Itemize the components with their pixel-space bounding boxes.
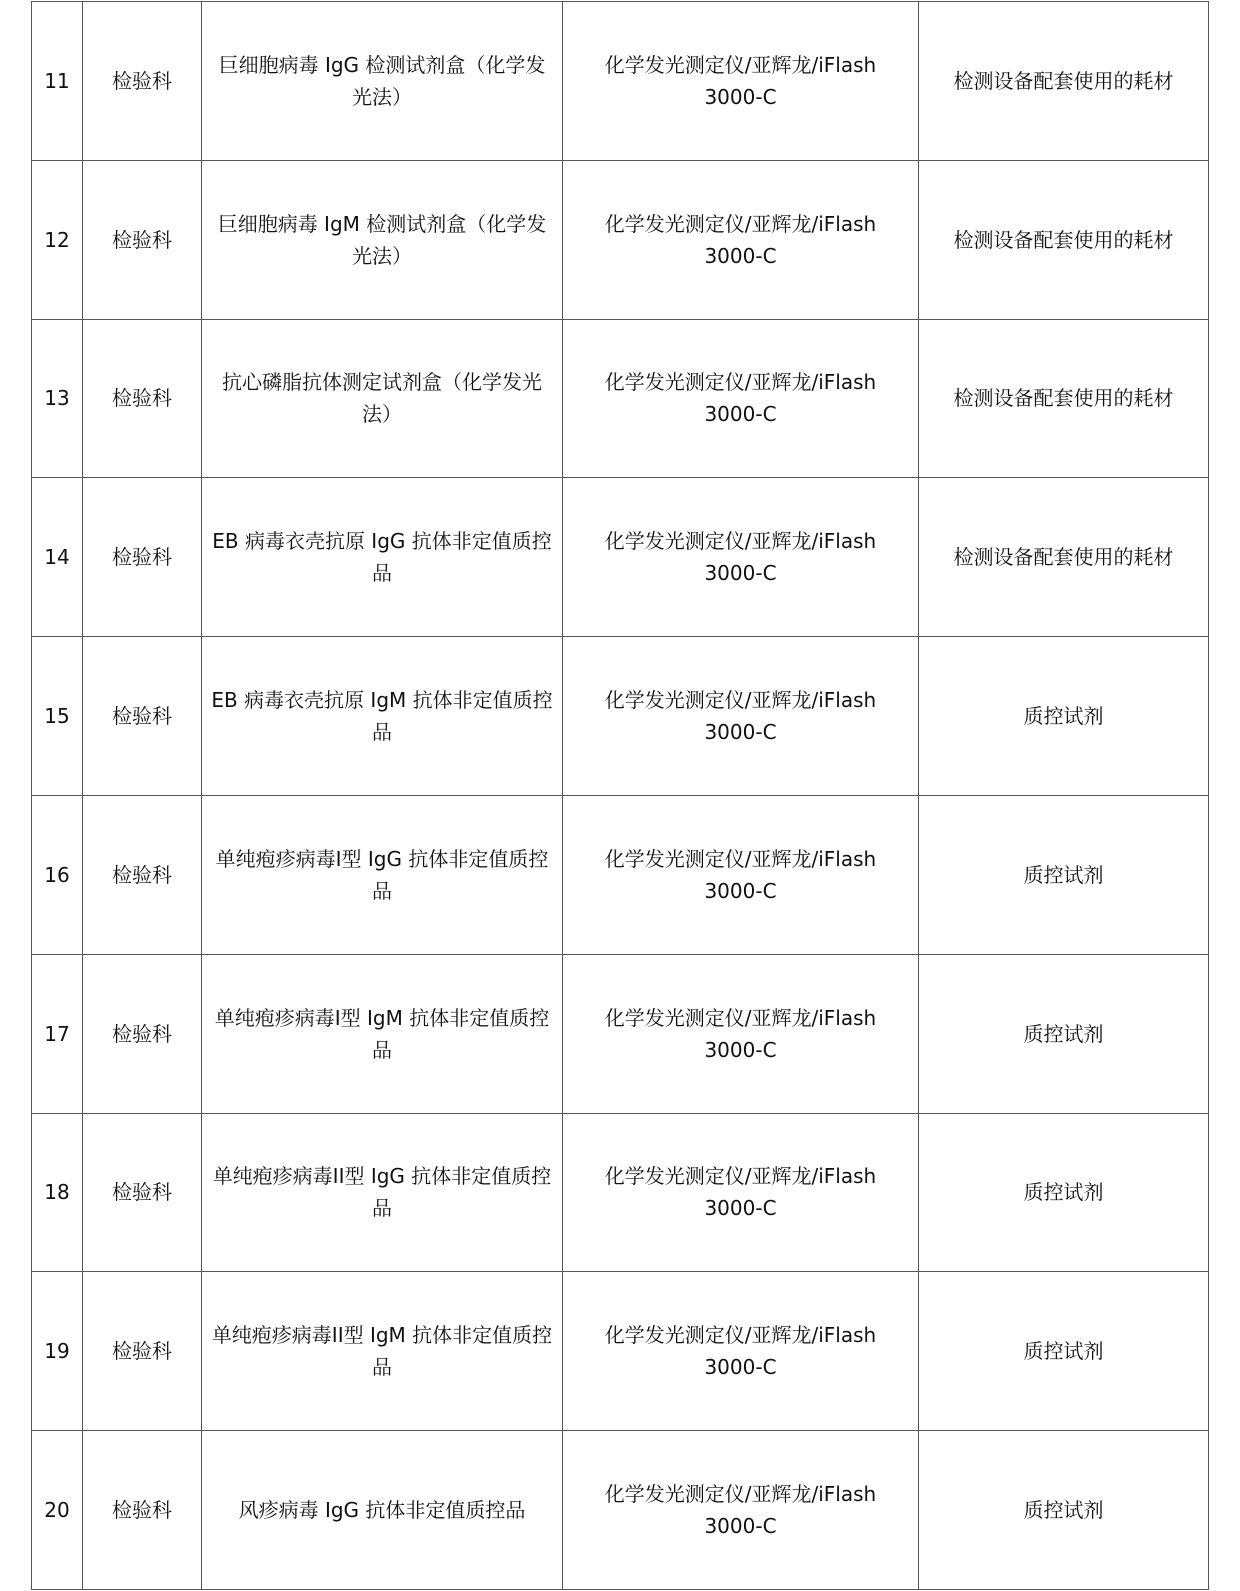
device-cell <box>563 954 919 1113</box>
device-cell <box>563 1272 919 1431</box>
device-cell <box>563 1113 919 1272</box>
row-number: 17 <box>32 954 83 1113</box>
device-cell <box>563 160 919 319</box>
device-model: 化学发光测定仪/亚辉龙/iFlash <box>604 211 877 236</box>
row-number: 14 <box>32 478 83 637</box>
product-name: 巨细胞病毒 IgG 检测试剂盒（化学发光法） <box>202 2 563 161</box>
row-number: 19 <box>32 1272 83 1431</box>
device-cell <box>563 478 919 637</box>
device-cell <box>563 2 919 161</box>
device-model-number: 3000-C <box>704 878 777 903</box>
device-model: 化学发光测定仪/亚辉龙/iFlash <box>604 688 877 713</box>
device-model-number: 3000-C <box>704 402 777 427</box>
reagent-table <box>31 1 1209 1590</box>
department: 检验科 <box>83 2 202 161</box>
department: 检验科 <box>83 319 202 478</box>
row-number: 18 <box>32 1113 83 1272</box>
row-number: 20 <box>32 1431 83 1590</box>
table-row <box>32 160 1209 319</box>
device-model-number: 3000-C <box>704 84 777 109</box>
table-row <box>32 637 1209 796</box>
item-category: 检测设备配套使用的耗材 <box>919 319 1209 478</box>
row-number: 11 <box>32 2 83 161</box>
device-model: 化学发光测定仪/亚辉龙/iFlash <box>604 846 877 871</box>
table-row <box>32 1113 1209 1272</box>
product-name: 单纯疱疹病毒ⅠⅠ型 IgM 抗体非定值质控品 <box>202 1272 563 1431</box>
product-name: 单纯疱疹病毒ⅠⅠ型 IgG 抗体非定值质控品 <box>202 1113 563 1272</box>
item-category: 质控试剂 <box>919 637 1209 796</box>
device-model-number: 3000-C <box>704 720 777 745</box>
row-number: 16 <box>32 795 83 954</box>
table-row <box>32 954 1209 1113</box>
department: 检验科 <box>83 1272 202 1431</box>
department: 检验科 <box>83 795 202 954</box>
device-cell <box>563 795 919 954</box>
row-number: 12 <box>32 160 83 319</box>
device-model: 化学发光测定仪/亚辉龙/iFlash <box>604 1323 877 1348</box>
department: 检验科 <box>83 637 202 796</box>
product-name: EB 病毒衣壳抗原 IgG 抗体非定值质控品 <box>202 478 563 637</box>
product-name: 单纯疱疹病毒Ⅰ型 IgM 抗体非定值质控品 <box>202 954 563 1113</box>
device-model-number: 3000-C <box>704 1196 777 1221</box>
device-model: 化学发光测定仪/亚辉龙/iFlash <box>604 52 877 77</box>
item-category: 质控试剂 <box>919 954 1209 1113</box>
department: 检验科 <box>83 1431 202 1590</box>
table-row <box>32 2 1209 161</box>
device-cell <box>563 319 919 478</box>
item-category: 质控试剂 <box>919 1113 1209 1272</box>
device-model: 化学发光测定仪/亚辉龙/iFlash <box>604 1005 877 1030</box>
table-row <box>32 319 1209 478</box>
item-category: 质控试剂 <box>919 1272 1209 1431</box>
department: 检验科 <box>83 954 202 1113</box>
item-category: 检测设备配套使用的耗材 <box>919 2 1209 161</box>
department: 检验科 <box>83 160 202 319</box>
table-row <box>32 795 1209 954</box>
product-name: 抗心磷脂抗体测定试剂盒（化学发光法） <box>202 319 563 478</box>
device-model-number: 3000-C <box>704 1037 777 1062</box>
product-name: 巨细胞病毒 IgM 检测试剂盒（化学发光法） <box>202 160 563 319</box>
item-category: 检测设备配套使用的耗材 <box>919 160 1209 319</box>
device-model-number: 3000-C <box>704 243 777 268</box>
row-number: 13 <box>32 319 83 478</box>
device-model: 化学发光测定仪/亚辉龙/iFlash <box>604 529 877 554</box>
device-model: 化学发光测定仪/亚辉龙/iFlash <box>604 1482 877 1507</box>
item-category: 检测设备配套使用的耗材 <box>919 478 1209 637</box>
product-name: 风疹病毒 IgG 抗体非定值质控品 <box>202 1431 563 1590</box>
table-row <box>32 478 1209 637</box>
product-name: EB 病毒衣壳抗原 IgM 抗体非定值质控品 <box>202 637 563 796</box>
department: 检验科 <box>83 478 202 637</box>
device-model: 化学发光测定仪/亚辉龙/iFlash <box>604 370 877 395</box>
item-category: 质控试剂 <box>919 795 1209 954</box>
table-row <box>32 1272 1209 1431</box>
device-model: 化学发光测定仪/亚辉龙/iFlash <box>604 1164 877 1189</box>
device-model-number: 3000-C <box>704 1355 777 1380</box>
item-category: 质控试剂 <box>919 1431 1209 1590</box>
device-model-number: 3000-C <box>704 561 777 586</box>
device-cell <box>563 637 919 796</box>
department: 检验科 <box>83 1113 202 1272</box>
device-cell <box>563 1431 919 1590</box>
product-name: 单纯疱疹病毒Ⅰ型 IgG 抗体非定值质控品 <box>202 795 563 954</box>
device-model-number: 3000-C <box>704 1514 777 1539</box>
row-number: 15 <box>32 637 83 796</box>
table-row <box>32 1431 1209 1590</box>
